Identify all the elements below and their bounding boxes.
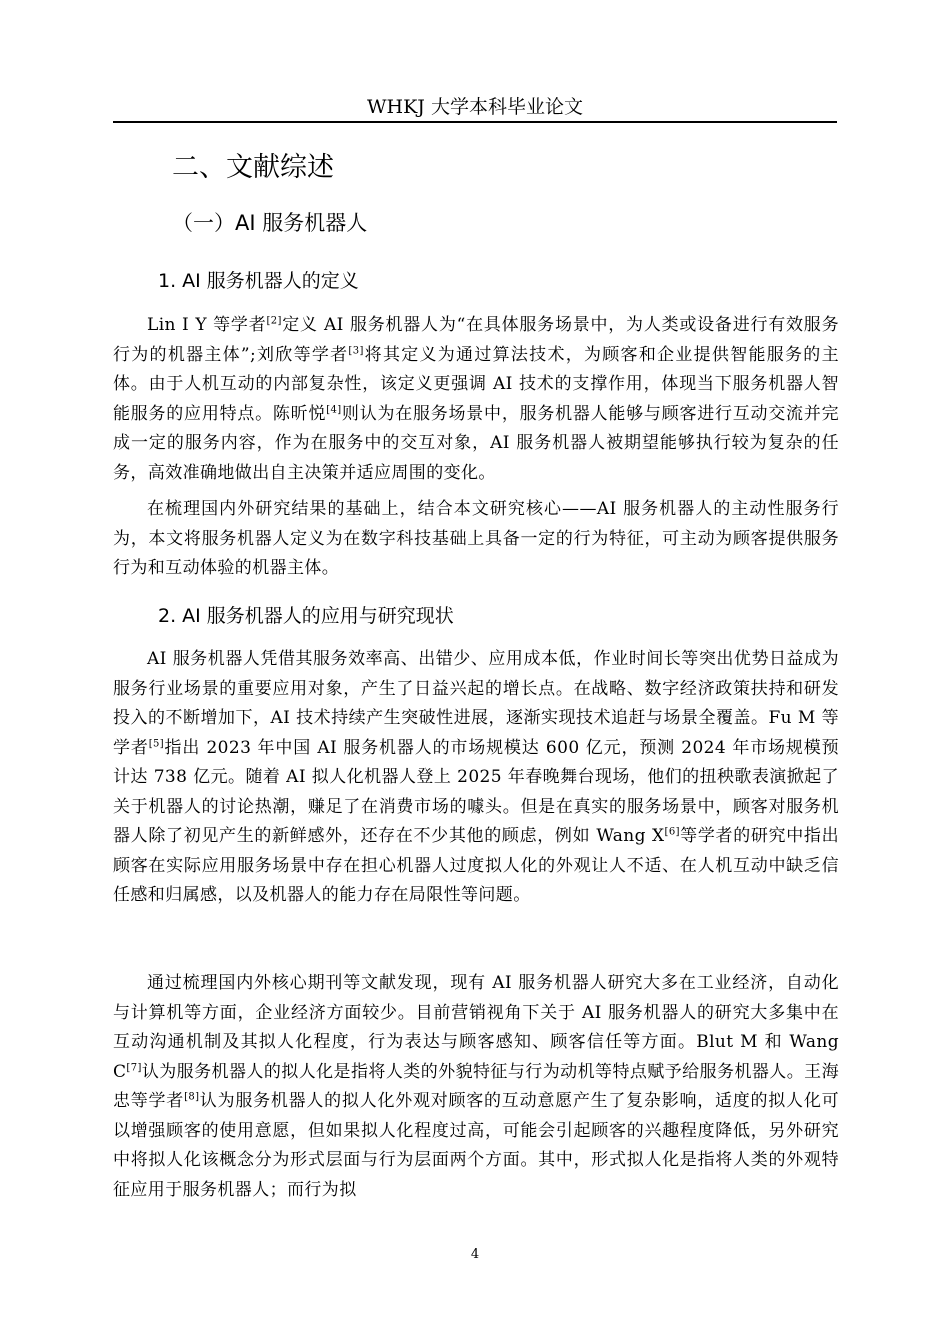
paragraph-definition — [113, 311, 839, 488]
citation: [4] — [326, 403, 342, 415]
text-run: 认为服务机器人的拟人化是指将人类的外貌特征与行为动机等特点赋予给服务机器人。王海忠等学者 — [113, 1061, 839, 1111]
text-run: 通过梳理国内外核心期刊等文献发现，现有 AI 服务机器人研究大多在工业经济，自动化与计算机等方面，企业经济方面较少。目前营销视角下关于 AI 服务机器人的研究大多集中在互动沟通机制及其拟人化程度，行为表达与顾客感知、顾客信任等方面。Blut M 和 Wang C — [113, 973, 839, 1082]
text-run: 将其定义为通过算法技术，为顾客和企业提供智能服务的主体。由于人机互动的内部复杂性，该定义更强调 AI 技术的支撑作用，体现当下服务机器人智能服务的应用特点。陈昕悦 — [113, 344, 839, 424]
paragraph-own-definition: 在梳理国内外研究结果的基础上，结合本文研究核心——AI 服务机器人的主动性服务行为，本文将服务机器人定义为在数字科技基础上具备一定的行为特征，可主动为顾客提供服务行为和互动体验的机器主体。 — [113, 499, 839, 578]
text-run: 认为服务机器人的拟人化外观对顾客的互动意愿产生了复杂影响，适度的拟人化可以增强顾客的使用意愿，但如果拟人化程度过高，可能会引起顾客的兴趣程度降低，另外研究中将拟人化该概念分为形式层面与行为层面两个方面。其中，形式拟人化是指将人类的外观特征应用于服务机器人；而行为拟 — [113, 1091, 839, 1200]
citation: [7] — [126, 1061, 142, 1073]
paragraph-research-status — [113, 969, 839, 1205]
citation: [3] — [348, 344, 364, 356]
header-rule — [113, 121, 837, 123]
running-header: WHKJ 大学本科毕业论文 — [367, 96, 583, 118]
text-run: AI 服务机器人凭借其服务效率高、出错少、应用成本低，作业时间长等突出优势日益成为服务行业场景的重要应用对象，产生了日益兴起的增长点。在战略、数字经济政策扶持和研发投入的不断增加下，AI 技术持续产生突破性进展，逐渐实现技术追赶与场景全覆盖。Fu M 等学者 — [113, 649, 839, 758]
citation: [2] — [266, 315, 282, 327]
heading-application: 2. AI 服务机器人的应用与研究现状 — [158, 605, 454, 627]
text-run: 等学者的研究中指出顾客在实际应用服务场景中存在担心机器人过度拟人化的外观让人不适、在人机互动中缺乏信任感和归属感，以及机器人的能力存在局限性等问题。 — [113, 826, 839, 905]
citation: [6] — [664, 826, 680, 838]
text-run: 定义 AI 服务机器人为“在具体服务场景中，为人类或设备进行有效服务行为的机器主体”;刘欣等学者 — [113, 315, 839, 365]
citation: [5] — [148, 737, 165, 749]
subsection-title: （一）AI 服务机器人 — [172, 211, 368, 235]
citation: [8] — [184, 1091, 200, 1103]
text-run: Lin I Y 等学者 — [147, 315, 267, 335]
page-number: 4 — [470, 1247, 480, 1262]
text-run: 则认为在服务场景中，服务机器人能够与顾客进行互动交流并完成一定的服务内容，作为在服务中的交互对象，AI 服务机器人被期望能够执行较为复杂的任务，高效准确地做出自主决策并适应周围的变化。 — [113, 403, 839, 483]
paragraph-application — [113, 645, 839, 911]
heading-definition: 1. AI 服务机器人的定义 — [158, 270, 359, 292]
section-title: 二、文献综述 — [172, 152, 334, 183]
text-run: 指出 2023 年中国 AI 服务机器人的市场规模达 600 亿元，预测 2024 年市场规模预计达 738 亿元。随着 AI 拟人化机器人登上 2025 年春晚舞台现场，他们的扭秧歌表演掀起了关于机器人的讨论热潮，赚足了在消费市场的噱头。但是在真实的服务场景中，顾客对服务机器人除了初见产生的新鲜感外，还存在不少其他的顾虑，例如 Wang X — [113, 737, 839, 846]
